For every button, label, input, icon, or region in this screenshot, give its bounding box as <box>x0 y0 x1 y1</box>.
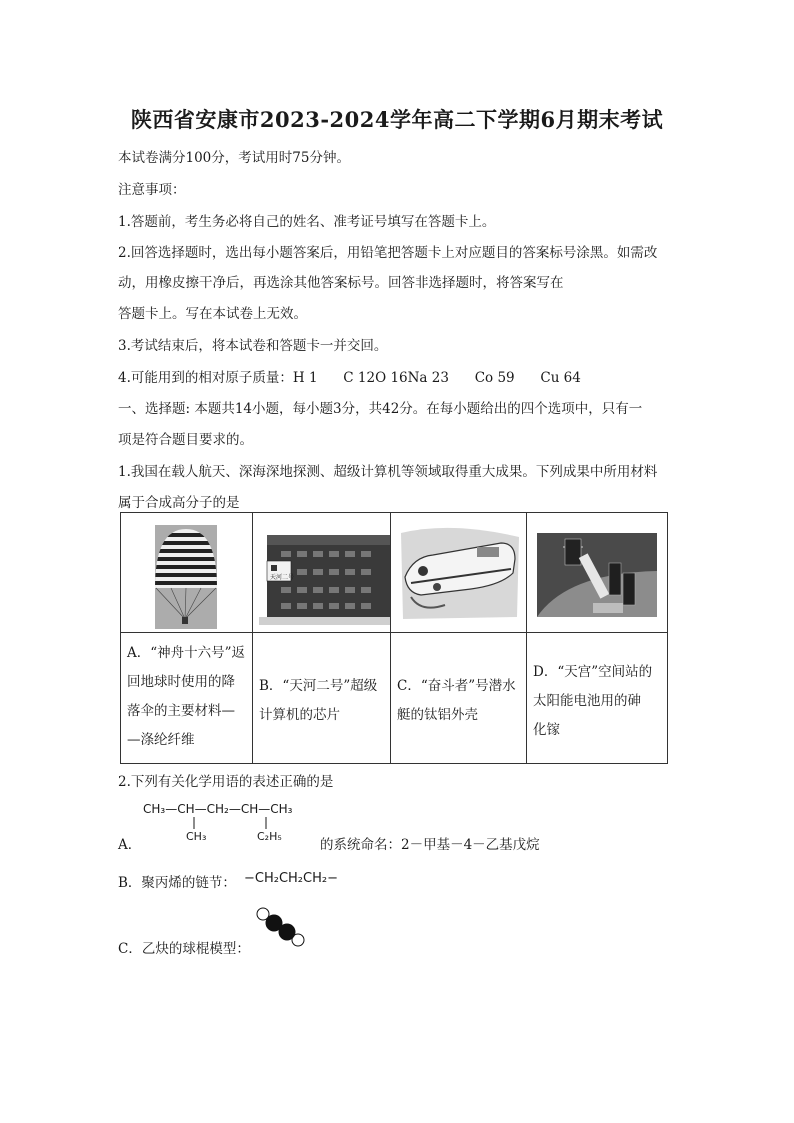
option-a-line: 回地球时使用的降 <box>127 674 235 690</box>
option-d-line: 化镓 <box>533 721 560 738</box>
notice-2-cont: 动，用橡皮擦干净后，再选涂其他答案标号。回答非选择题时，将答案写在 <box>118 275 564 291</box>
q1-options-table <box>120 512 668 764</box>
submersible-image <box>391 513 527 633</box>
notice-2-end: 答题卡上。写在本试卷上无效。 <box>118 306 307 322</box>
acetylene-ball-stick-model <box>252 904 308 950</box>
structural-formula-branch-1: CH₃ <box>186 830 207 843</box>
notice-1: 1.答题前，考生务必将自己的姓名、准考证号填写在答题卡上。 <box>118 214 496 230</box>
space-station-image <box>527 513 667 633</box>
q2-option-b-text: B．聚丙烯的链节： <box>118 875 236 891</box>
option-c <box>391 633 527 763</box>
question-2: 2.下列有关化学用语的表述正确的是 <box>118 774 334 790</box>
intro: 本试卷满分100分，考试用时75分钟。 <box>118 150 350 166</box>
option-c-line: 艇的钛铝外壳 <box>397 707 478 723</box>
q2-option-c-text: C．乙炔的球棍模型： <box>118 941 250 957</box>
question-1-cont: 属于合成高分子的是 <box>118 495 240 511</box>
option-a-line: A．“神舟十六号”返 <box>127 645 246 661</box>
option-d-line: D．“天宫”空间站的 <box>533 663 653 680</box>
section-heading: 一、选择题: 本题共14小题，每小题3分，共42分。在每小题给出的四个选项中，只有一 <box>118 401 643 417</box>
notice-heading: 注意事项： <box>118 182 186 198</box>
option-a-line: —涤纶纤维 <box>127 732 195 748</box>
structural-formula-bonds <box>140 815 340 835</box>
q2-option-a-label: A． <box>118 837 142 853</box>
structural-formula-main: CH₃—CH—CH₂—CH—CH₃ <box>143 802 293 816</box>
structural-formula-branch-2: C₂H₅ <box>257 830 282 843</box>
question-1: 1.我国在载人航天、深海深地探测、超级计算机等领域取得重大成果。下列成果中所用材料 <box>118 464 658 480</box>
option-a-line: 落伞的主要材料— <box>127 703 235 719</box>
option-b <box>253 633 391 763</box>
q2-option-a-text: 的系统命名：2－甲基－4－乙基戊烷 <box>320 837 540 853</box>
option-d-line: 太阳能电池用的砷 <box>533 692 641 709</box>
q2-option-b-formula: −CH₂CH₂CH₂− <box>244 871 338 886</box>
supercomputer-label: 天河二号 <box>270 574 295 581</box>
notice-4: 4.可能用到的相对原子质量：H 1 C 12O 16Na 23 Co 59 Cu 64 <box>118 370 581 386</box>
section-heading-cont: 项是符合题目要求的。 <box>118 432 253 448</box>
notice-3: 3.考试结束后，将本试卷和答题卡一并交回。 <box>118 338 388 354</box>
parachute-image <box>121 513 253 633</box>
option-b-line: B．“天河二号”超级 <box>259 678 378 694</box>
option-b-line: 计算机的芯片 <box>259 707 340 723</box>
option-d <box>527 633 667 763</box>
notice-2: 2.回答选择题时，选出每小题答案后，用铅笔把答题卡上对应题目的答案标号涂黑。如需改 <box>118 245 658 261</box>
option-c-line: C．“奋斗者”号潜水 <box>397 678 516 694</box>
option-a <box>121 633 253 763</box>
page-title: 陕西省安康市2023-2024学年高二下学期6月期末考试 <box>130 107 664 132</box>
supercomputer-image <box>253 513 391 633</box>
